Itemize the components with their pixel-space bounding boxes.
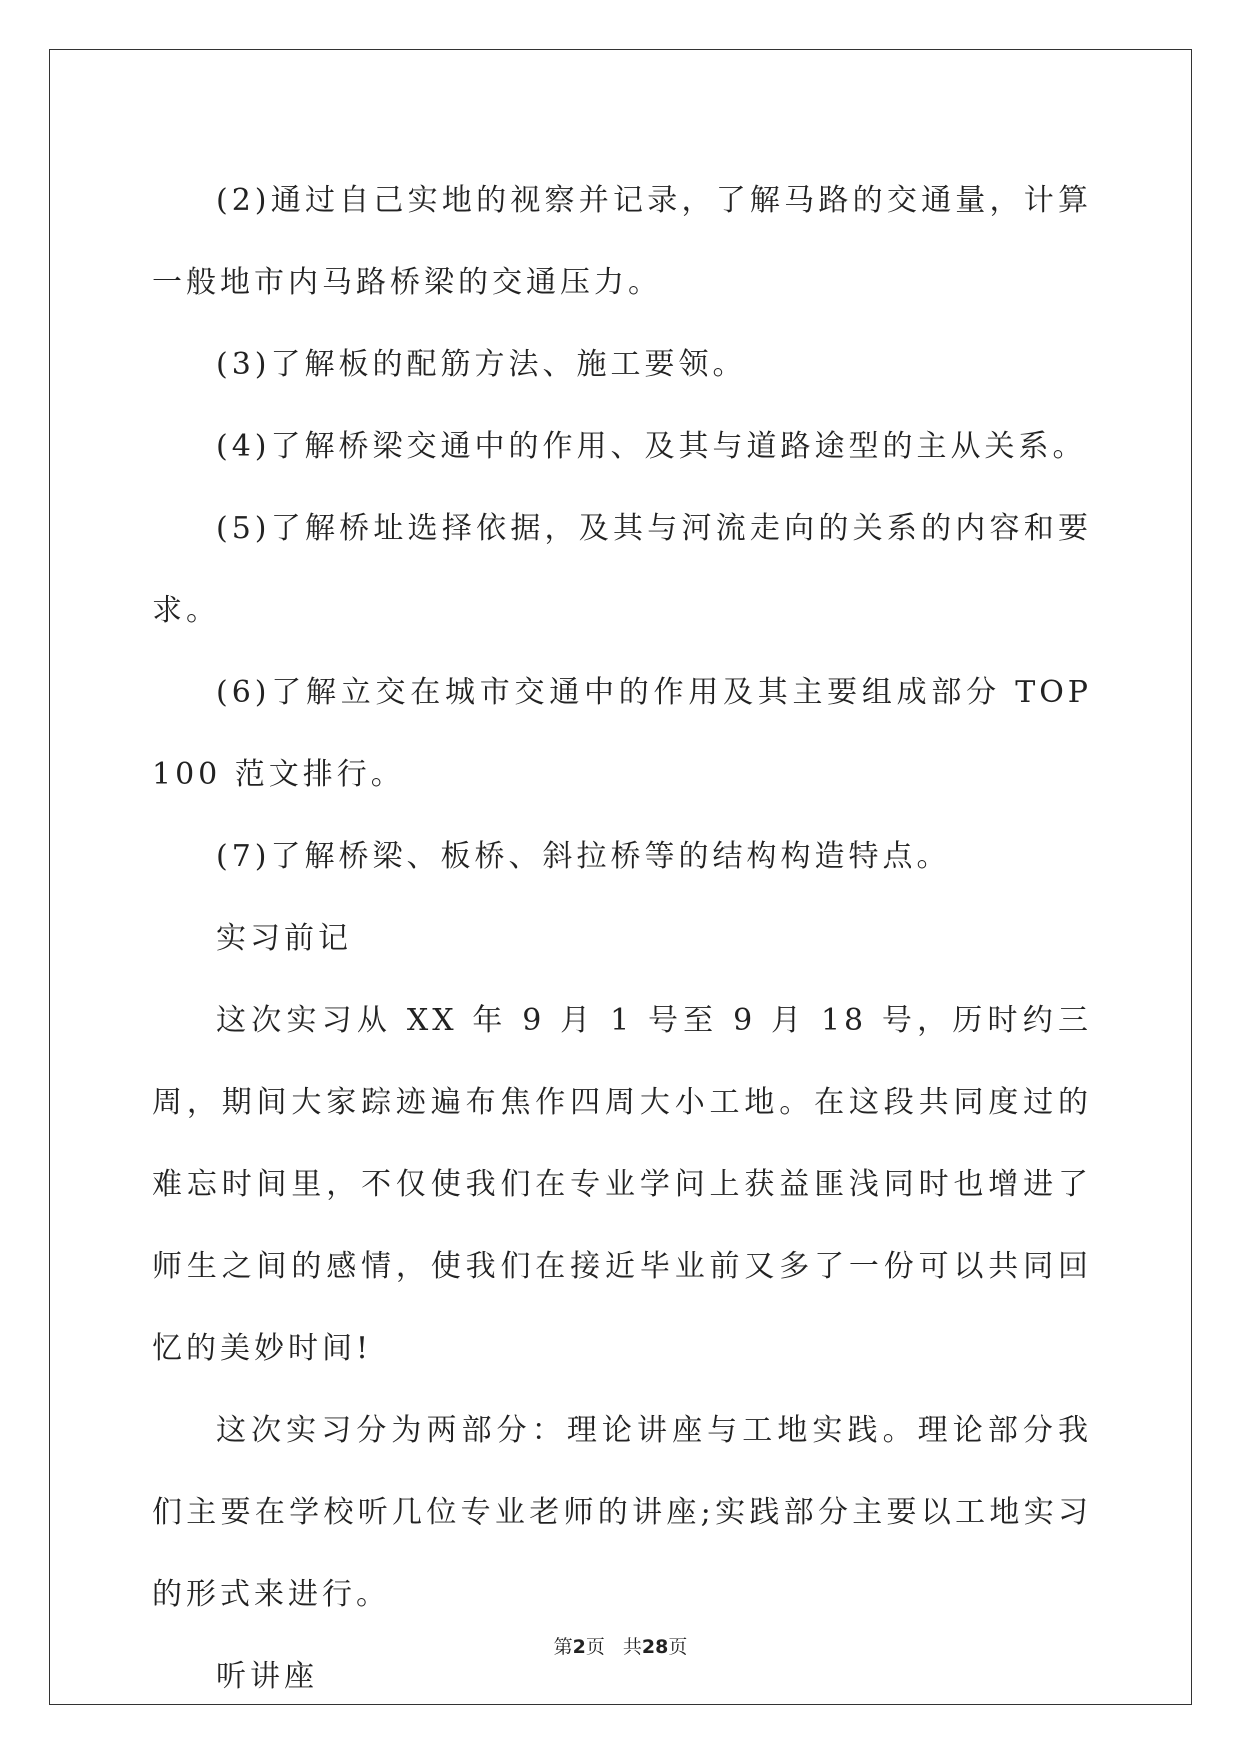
paragraph-objective-6: (6)了解立交在城市交通中的作用及其主要组成部分 TOP100 范文排行。 (152, 675, 1092, 792)
paragraph-objective-2: (2)通过自己实地的视察并记录，了解马路的交通量，计算一般地市内马路桥梁的交通压力。 (152, 183, 1092, 300)
document-body (152, 160, 1092, 1718)
total-prefix: 共 (622, 1636, 642, 1658)
paragraph-objective-3: (3)了解板的配筋方法、施工要领。 (216, 347, 747, 382)
paragraph-objective-5: (5)了解桥址选择依据，及其与河流走向的关系的内容和要求。 (152, 511, 1092, 628)
total-pages: 28 (641, 1636, 669, 1658)
paragraph-objective-7: (7)了解桥梁、板桥、斜拉桥等的结构构造特点。 (216, 839, 951, 874)
section-heading-lectures: 听讲座 (216, 1659, 318, 1694)
section-heading-preface: 实习前记 (216, 921, 352, 956)
paragraph-objective-4: (4)了解桥梁交通中的作用、及其与道路途型的主从关系。 (216, 429, 1087, 464)
paragraph-internship-parts: 这次实习分为两部分：理论讲座与工地实践。理论部分我们主要在学校听几位专业老师的讲座;实践部分主要以工地实习的形式来进行。 (152, 1413, 1092, 1612)
page-suffix: 页 (585, 1636, 605, 1658)
page-number: 2 (572, 1636, 586, 1658)
page-prefix: 第 (553, 1636, 573, 1658)
paragraph-preface-body: 这次实习从 XX 年 9 月 1 号至 9 月 18 号，历时约三周，期间大家踪迹遍布焦作四周大小工地。在这段共同度过的难忘时间里，不仅使我们在专业学问上获益匪浅同时也增进了师生之间的感情，使我们在接近毕业前又多了一份可以共同回忆的美妙时间! (152, 1003, 1092, 1366)
total-suffix: 页 (668, 1636, 688, 1658)
page-footer (0, 1632, 1241, 1659)
